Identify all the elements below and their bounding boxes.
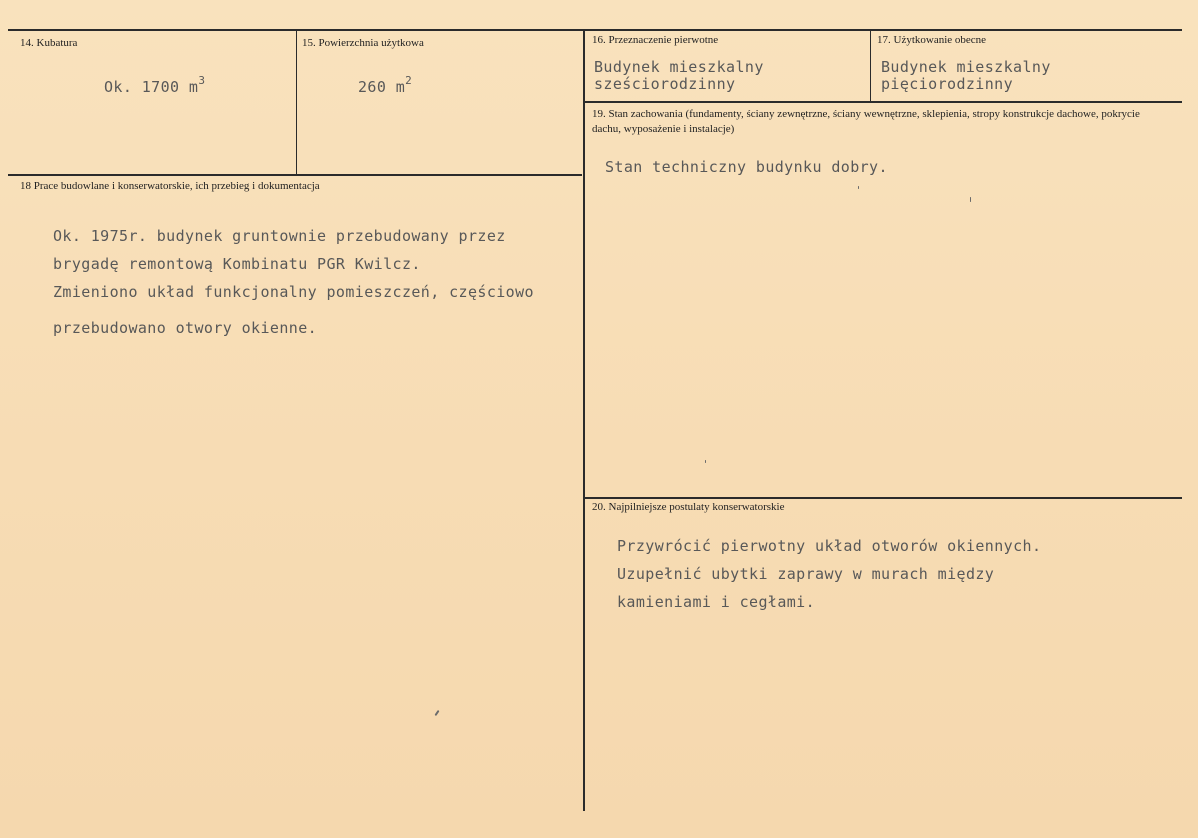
postulaty-line-2: Uzupełnić ubytki zaprawy w murach między (617, 565, 995, 583)
divider-14-15 (296, 31, 297, 174)
rule-19-20 (585, 497, 1182, 499)
powierzchnia-value (358, 76, 412, 96)
divider-16-17 (870, 31, 871, 101)
uzytkowanie-label: 17. Użytkowanie obecne (877, 34, 987, 46)
top-rule (8, 29, 1182, 31)
postulaty-line-1: Przywrócić pierwotny układ otworów okiennych. (617, 537, 1042, 555)
przeznaczenie-line-2: sześciorodzinny (594, 75, 736, 93)
rule-16-19 (585, 101, 1182, 103)
paper-speck (434, 710, 439, 716)
prace-value (53, 222, 534, 342)
postulaty-value (617, 532, 1041, 616)
kubatura-label: 14. Kubatura (20, 37, 78, 49)
prace-line-2: brygadę remontową Kombinatu PGR Kwilcz. (53, 255, 421, 273)
paper-speck (970, 197, 971, 202)
rule-14-18 (8, 174, 582, 176)
prace-line-3: Zmieniono układ funkcjonalny pomieszczeń, częściowo (53, 283, 534, 301)
center-divider (583, 31, 585, 811)
stan-zachowania-label: 19. Stan zachowania (fundamenty, ściany zewnętrzne, ściany wewnętrzne, sklepienia, stropy konstrukcje dachowe, pokrycie dachu, wyposażenie i instalacje) (592, 108, 1140, 135)
stan-zachowania-value: Stan techniczny budynku dobry. (605, 158, 888, 176)
kubatura-value (104, 76, 205, 96)
uzytkowanie-value (881, 59, 1051, 93)
powierzchnia-value-text: 260 m (358, 78, 406, 96)
prace-line-1: Ok. 1975r. budynek gruntownie przebudowany przez (53, 227, 506, 245)
kubatura-value-text: Ok. 1700 m (104, 78, 199, 96)
postulaty-label: 20. Najpilniejsze postulaty konserwatorskie (592, 501, 785, 513)
paper-speck (858, 186, 859, 189)
uzytkowanie-line-2: pięciorodzinny (881, 75, 1014, 93)
uzytkowanie-line-1: Budynek mieszkalny (881, 58, 1051, 76)
powierzchnia-value-exponent: 2 (405, 74, 413, 87)
paper-speck (705, 460, 706, 463)
przeznaczenie-value (594, 59, 764, 93)
powierzchnia-label: 15. Powierzchnia użytkowa (302, 37, 424, 49)
prace-label: 18 Prace budowlane i konserwatorskie, ich przebieg i dokumentacja (20, 180, 320, 192)
przeznaczenie-line-1: Budynek mieszkalny (594, 58, 764, 76)
prace-line-4: przebudowano otwory okienne. (53, 319, 318, 337)
przeznaczenie-label: 16. Przeznaczenie pierwotne (592, 34, 719, 46)
kubatura-value-exponent: 3 (198, 74, 206, 87)
postulaty-line-3: kamieniami i cegłami. (617, 593, 816, 611)
